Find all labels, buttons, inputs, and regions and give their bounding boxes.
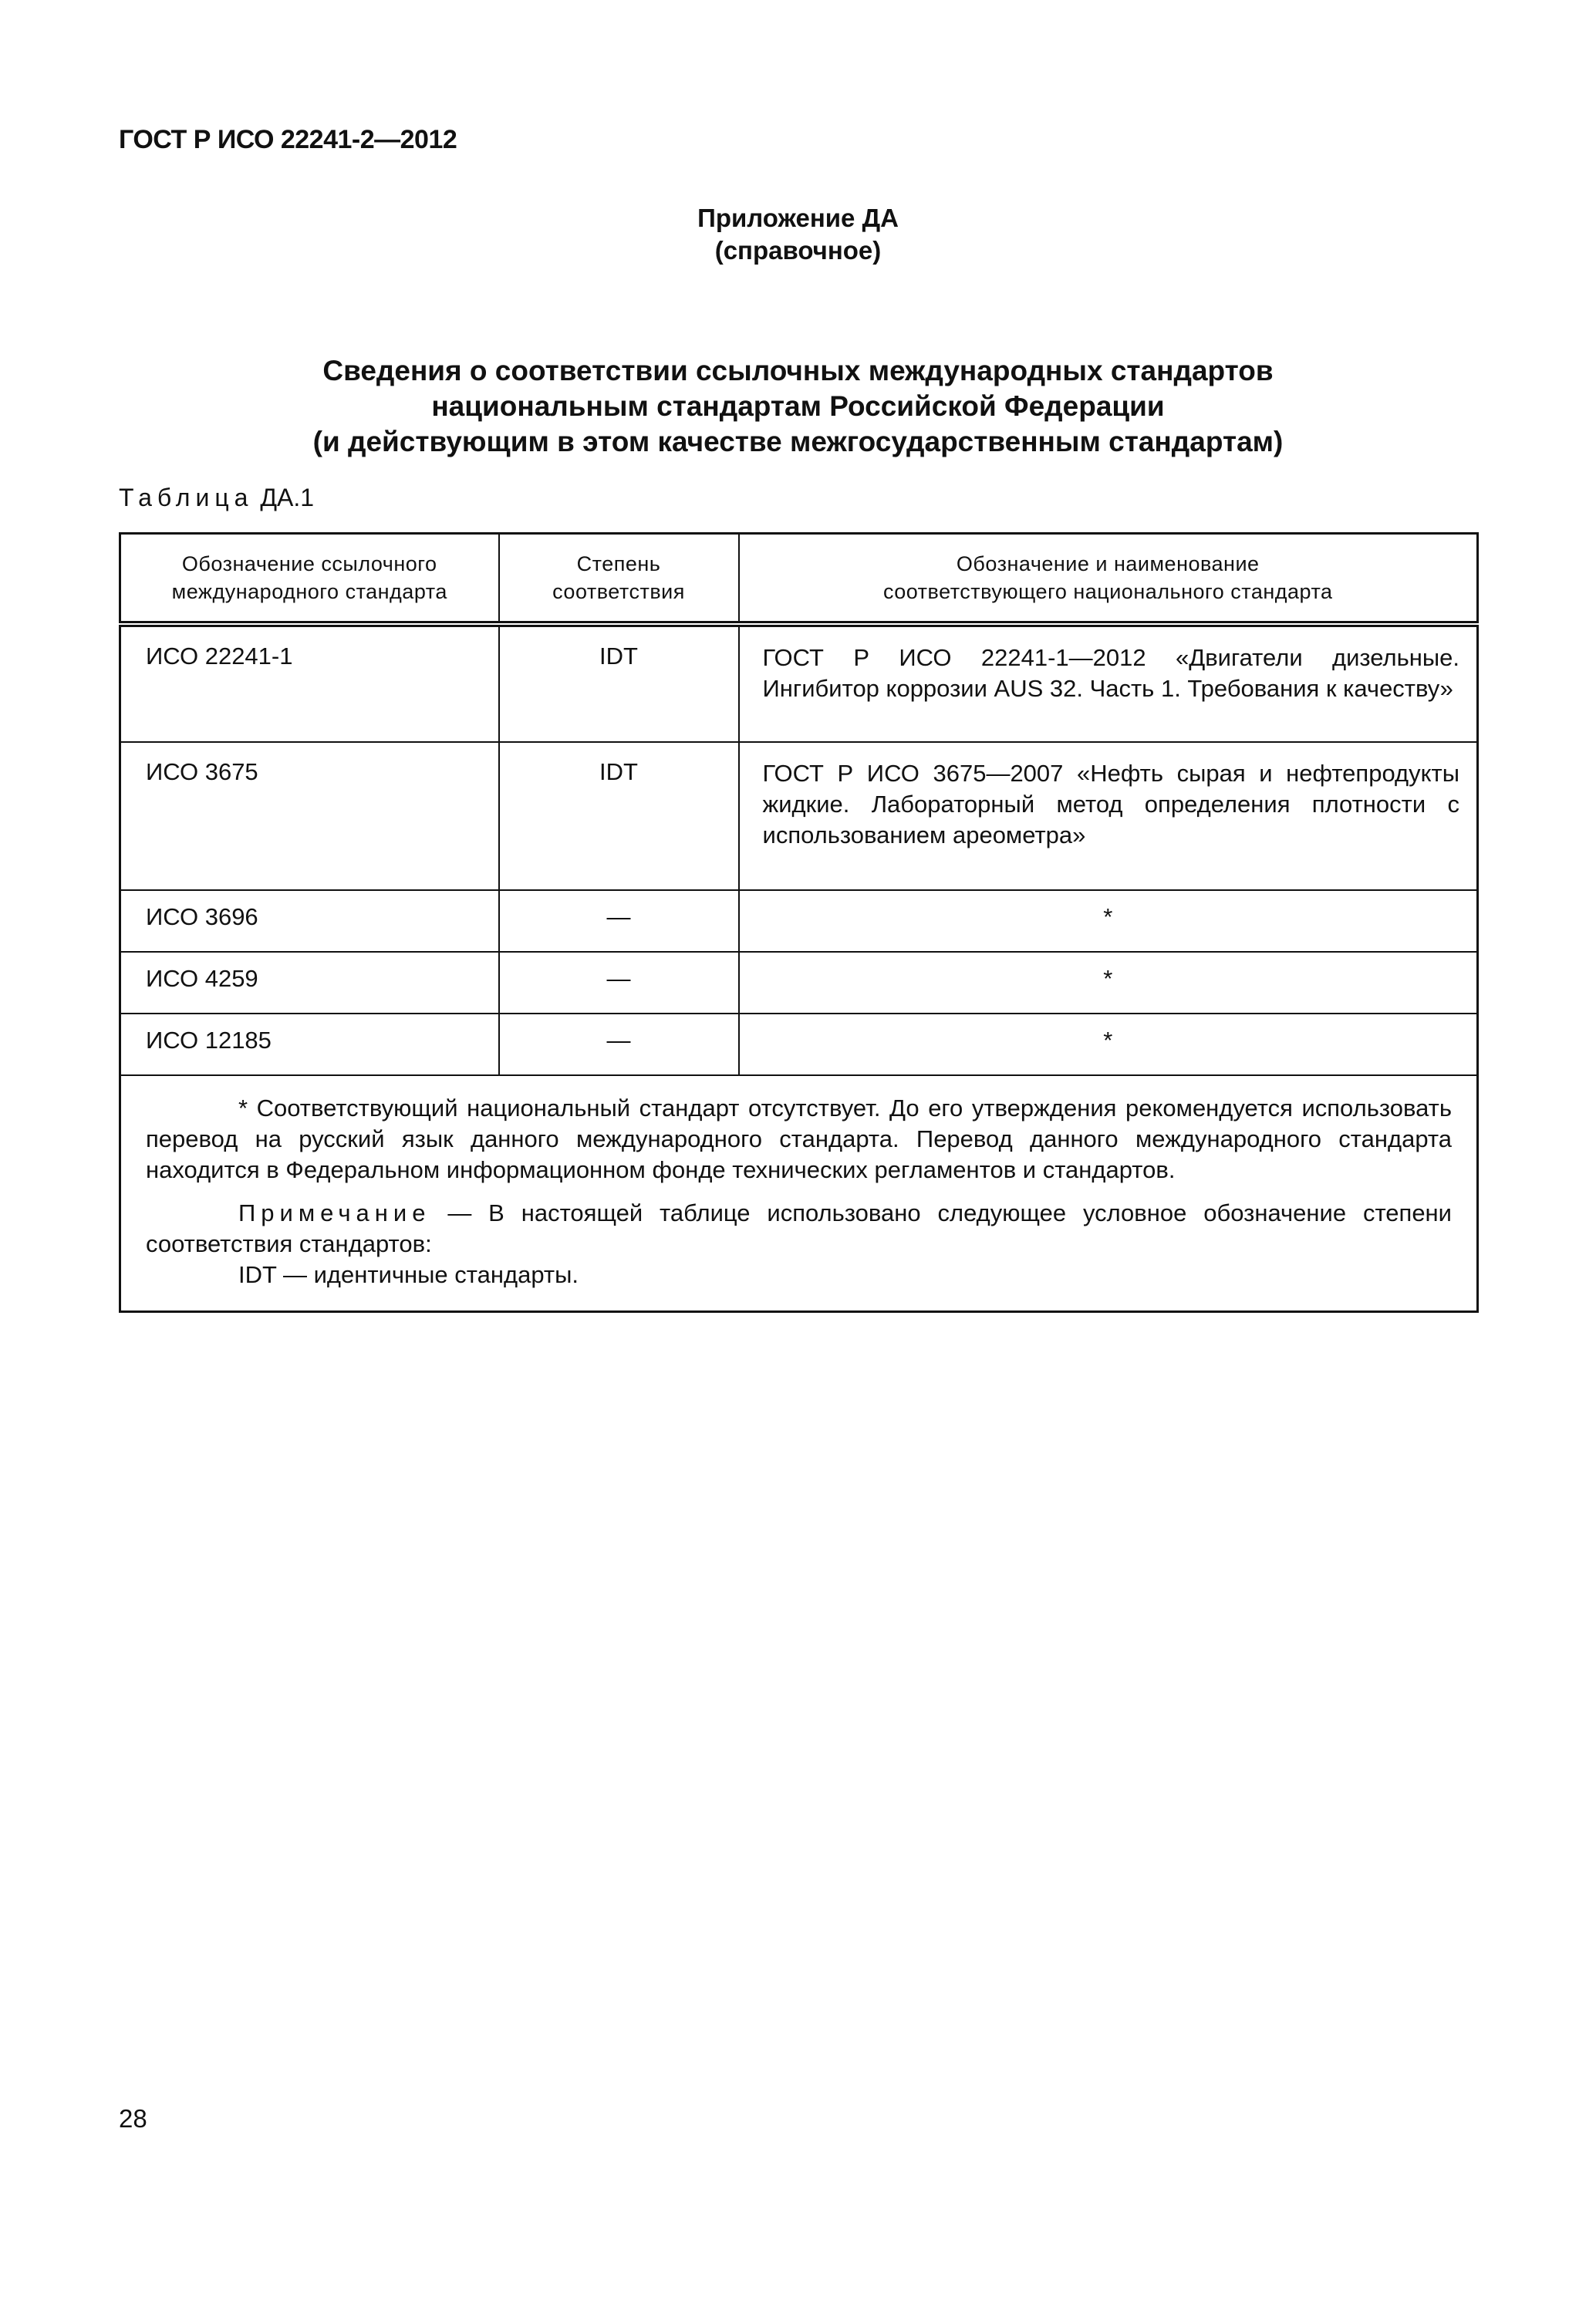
annex-block <box>0 202 1596 267</box>
table-footnote-row <box>120 1075 1478 1312</box>
table-row <box>120 890 1478 952</box>
table-row <box>120 742 1478 890</box>
column-header-degree-line-2: соответствия <box>552 580 685 603</box>
cell-degree: — <box>499 890 739 952</box>
annex-type: (справочное) <box>714 236 882 265</box>
column-header-national-line-1: Обозначение и наименование <box>956 552 1260 575</box>
column-header-degree <box>499 534 739 625</box>
cell-national: ГОСТ Р ИСО 22241-1—2012 «Двигатели дизельные. Ингибитор коррозии AUS 32. Часть 1. Требования к качеству» <box>739 624 1478 742</box>
annex-title: Приложение ДА <box>697 204 899 232</box>
cell-national: ГОСТ Р ИСО 3675—2007 «Нефть сырая и нефтепродукты жидкие. Лабораторный метод определения плотности с использованием ареометра» <box>739 742 1478 890</box>
column-header-national-line-2: соответствующего национального стандарта <box>882 580 1333 603</box>
reference-standards-table <box>119 532 1479 1313</box>
cell-ref: ИСО 4259 <box>120 952 499 1014</box>
table-note <box>146 1198 1452 1260</box>
section-heading <box>0 353 1596 460</box>
cell-degree: IDT <box>499 624 739 742</box>
column-header-ref-line-1: Обозначение ссылочного <box>181 552 437 575</box>
document-code: ГОСТ Р ИСО 22241-2—2012 <box>119 125 457 154</box>
cell-ref: ИСО 12185 <box>120 1014 499 1075</box>
cell-degree: IDT <box>499 742 739 890</box>
heading-line-1: Сведения о соответствии ссылочных международных стандартов <box>322 355 1274 386</box>
heading-line-3: (и действующим в этом качестве межгосударственным стандартам) <box>312 426 1284 457</box>
cell-national: * <box>739 1014 1478 1075</box>
note-idt-definition: IDT — идентичные стандарты. <box>238 1261 579 1288</box>
cell-ref: ИСО 3675 <box>120 742 499 890</box>
column-header-ref <box>120 534 499 625</box>
column-header-degree-line-1: Степень <box>576 552 661 575</box>
cell-degree: — <box>499 1014 739 1075</box>
column-header-ref-line-2: международного стандарта <box>171 580 447 603</box>
cell-national: * <box>739 890 1478 952</box>
cell-national: * <box>739 952 1478 1014</box>
column-header-national <box>739 534 1478 625</box>
table-row <box>120 624 1478 742</box>
table-row <box>120 1014 1478 1075</box>
table-row <box>120 952 1478 1014</box>
cell-ref: ИСО 3696 <box>120 890 499 952</box>
heading-line-2: национальным стандартам Российской Федерации <box>431 390 1165 422</box>
table-caption-prefix: Таблица <box>119 484 254 511</box>
cell-degree: — <box>499 952 739 1014</box>
note-text: — В настоящей таблице использовано следующее условное обозначение степени соответствия стандартов: <box>146 1199 1452 1257</box>
table-header-row <box>120 534 1478 625</box>
footnote-text: * Соответствующий национальный стандарт отсутствует. До его утверждения рекомендуется использовать перевод на русский язык данного международного стандарта. Перевод данного международного стандарта находится в Федеральном информационном фонде технических регламентов и стандартов. <box>146 1095 1452 1183</box>
cell-ref: ИСО 22241-1 <box>120 624 499 742</box>
table-footnote-cell <box>120 1075 1478 1312</box>
table-caption-id: ДА.1 <box>260 484 315 511</box>
note-label: Примечание <box>238 1199 431 1226</box>
table-caption <box>119 484 314 512</box>
page-number: 28 <box>119 2104 147 2133</box>
